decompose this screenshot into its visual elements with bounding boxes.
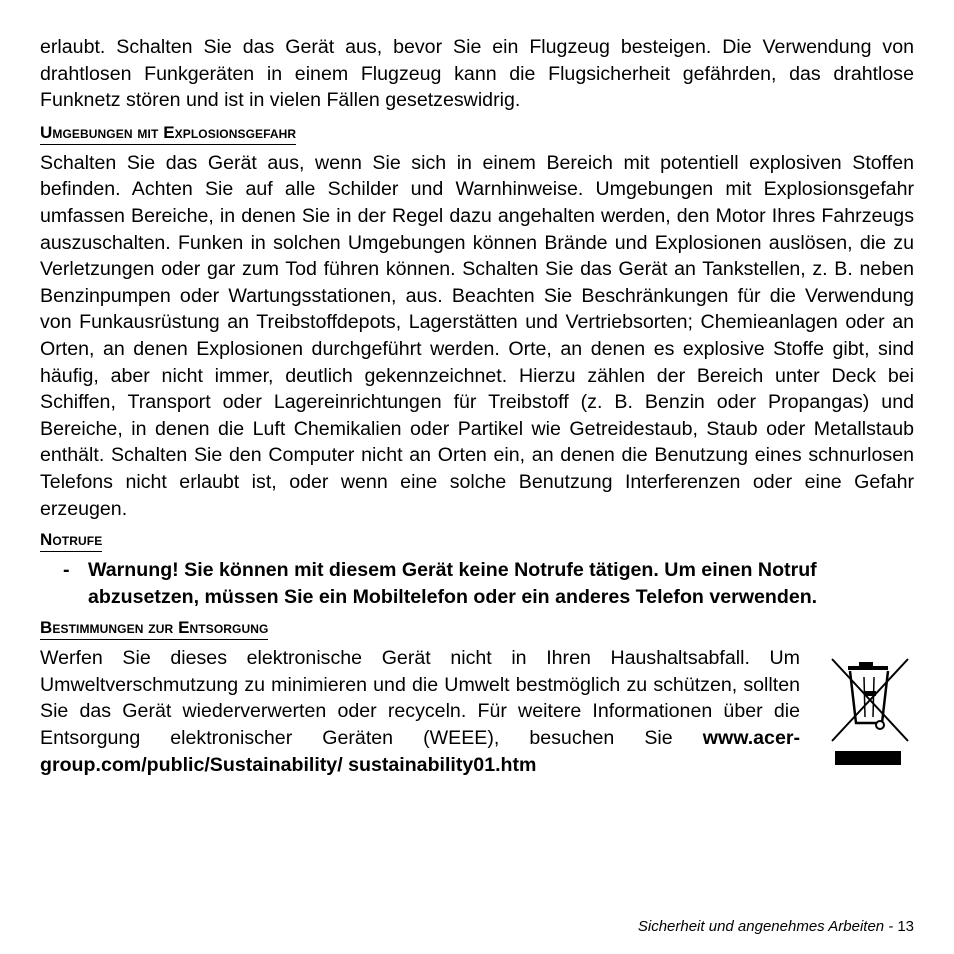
section-heading-wrap — [40, 122, 914, 145]
bin-lid — [848, 666, 888, 670]
section-heading-wrap — [40, 617, 914, 640]
bullet-dash: - — [63, 559, 70, 582]
disposal-block — [40, 645, 914, 778]
disposal-text: Werfen Sie dieses elektronische Gerät nicht in Ihren Haushaltsabfall. Um Umweltverschmutzung zu minimieren und die Umwelt bestmöglich zu schützen, sollten Sie das Gerät wiederverwerten oder recyceln. Für weitere Informationen über die Entsorgung elektronischer Geräten (WEEE), besuchen Sie — [40, 647, 800, 750]
weee-crossed-bin-icon — [826, 653, 914, 769]
section-heading-wrap — [40, 529, 914, 552]
bin-ridge — [864, 677, 865, 717]
warning-text: Warnung! Sie können mit diesem Gerät keine Notrufe tätigen. Um einen Notruf abzusetzen, müssen Sie ein Mobiltelefon oder ein anderes Telefon verwenden. — [88, 559, 818, 608]
page-content — [40, 34, 914, 778]
emergency-warning — [40, 557, 914, 610]
bin-wheel — [876, 721, 884, 729]
footer-title: Sicherheit und angenehmes Arbeiten - — [637, 918, 894, 935]
sustainability-link[interactable]: www.acer-group.com/public/Sustainability/ sustainability01.htm — [40, 727, 800, 776]
heading-explosion: Umgebungen mit Explosionsgefahr — [40, 122, 296, 145]
explosion-paragraph: Schalten Sie das Gerät aus, wenn Sie sich in einem Bereich mit potentiell explosiven Stoffen befinden. Achten Sie auf alle Schilder und Warnhinweise. Umgebungen mit Explosionsgefahr umfassen Bereiche, in denen Sie in der Regel dazu angehalten werden, den Motor Ihres Fahrzeugs auszuschalten. Funken in solchen Umgebungen können Brände und Explosionen auslösen, die zu Verletzungen oder gar zum Tod führen können. Schalten Sie das Gerät an Tankstellen, z. B. neben Benzinpumpen oder Wartungsstationen, aus. Beachten Sie Beschränkungen für die Verwendung von Funkausrüstung an Treibstoffdepots, Lagerstätten und Vertriebsorten; Chemieanlagen oder an Orten, an denen Explosionen durchgeführt werden. Orte, an denen es explosive Stoffe gibt, sind häufig, aber nicht immer, deutlich gekennzeichnet. Hierzu zählen der Bereich unter Deck bei Schiffen, Transport oder Lagereinrichtungen für Treibstoff (z. B. Benzin oder Propangas) und Bereiche, in denen die Luft Chemikalien oder Partikel wie Getreidestaub, Staub oder Metallstaub enthält. Schalten Sie den Computer nicht an Orten ein, an denen die Benutzung eines schnurlosen Telefons nicht erlaubt ist, oder wenn eine solche Benutzung Interferenzen oder eine Gefahr erzeugen. — [40, 151, 914, 520]
page-number: 13 — [897, 918, 914, 935]
intro-paragraph: erlaubt. Schalten Sie das Gerät aus, bevor Sie ein Flugzeug besteigen. Die Verwendung von drahtlosen Funkgeräten in einem Flugzeug kann die Flugsicherheit gefährden, das drahtlose Funknetz stören und ist in vielen Fällen gesetzeswidrig. — [40, 36, 914, 112]
page-footer — [638, 917, 914, 937]
bin-handle — [859, 662, 873, 666]
disposal-paragraph — [40, 645, 800, 778]
heading-disposal: Bestimmungen zur Entsorgung — [40, 617, 268, 640]
heading-emergency: Notrufe — [40, 529, 102, 552]
weee-bar — [835, 751, 901, 765]
